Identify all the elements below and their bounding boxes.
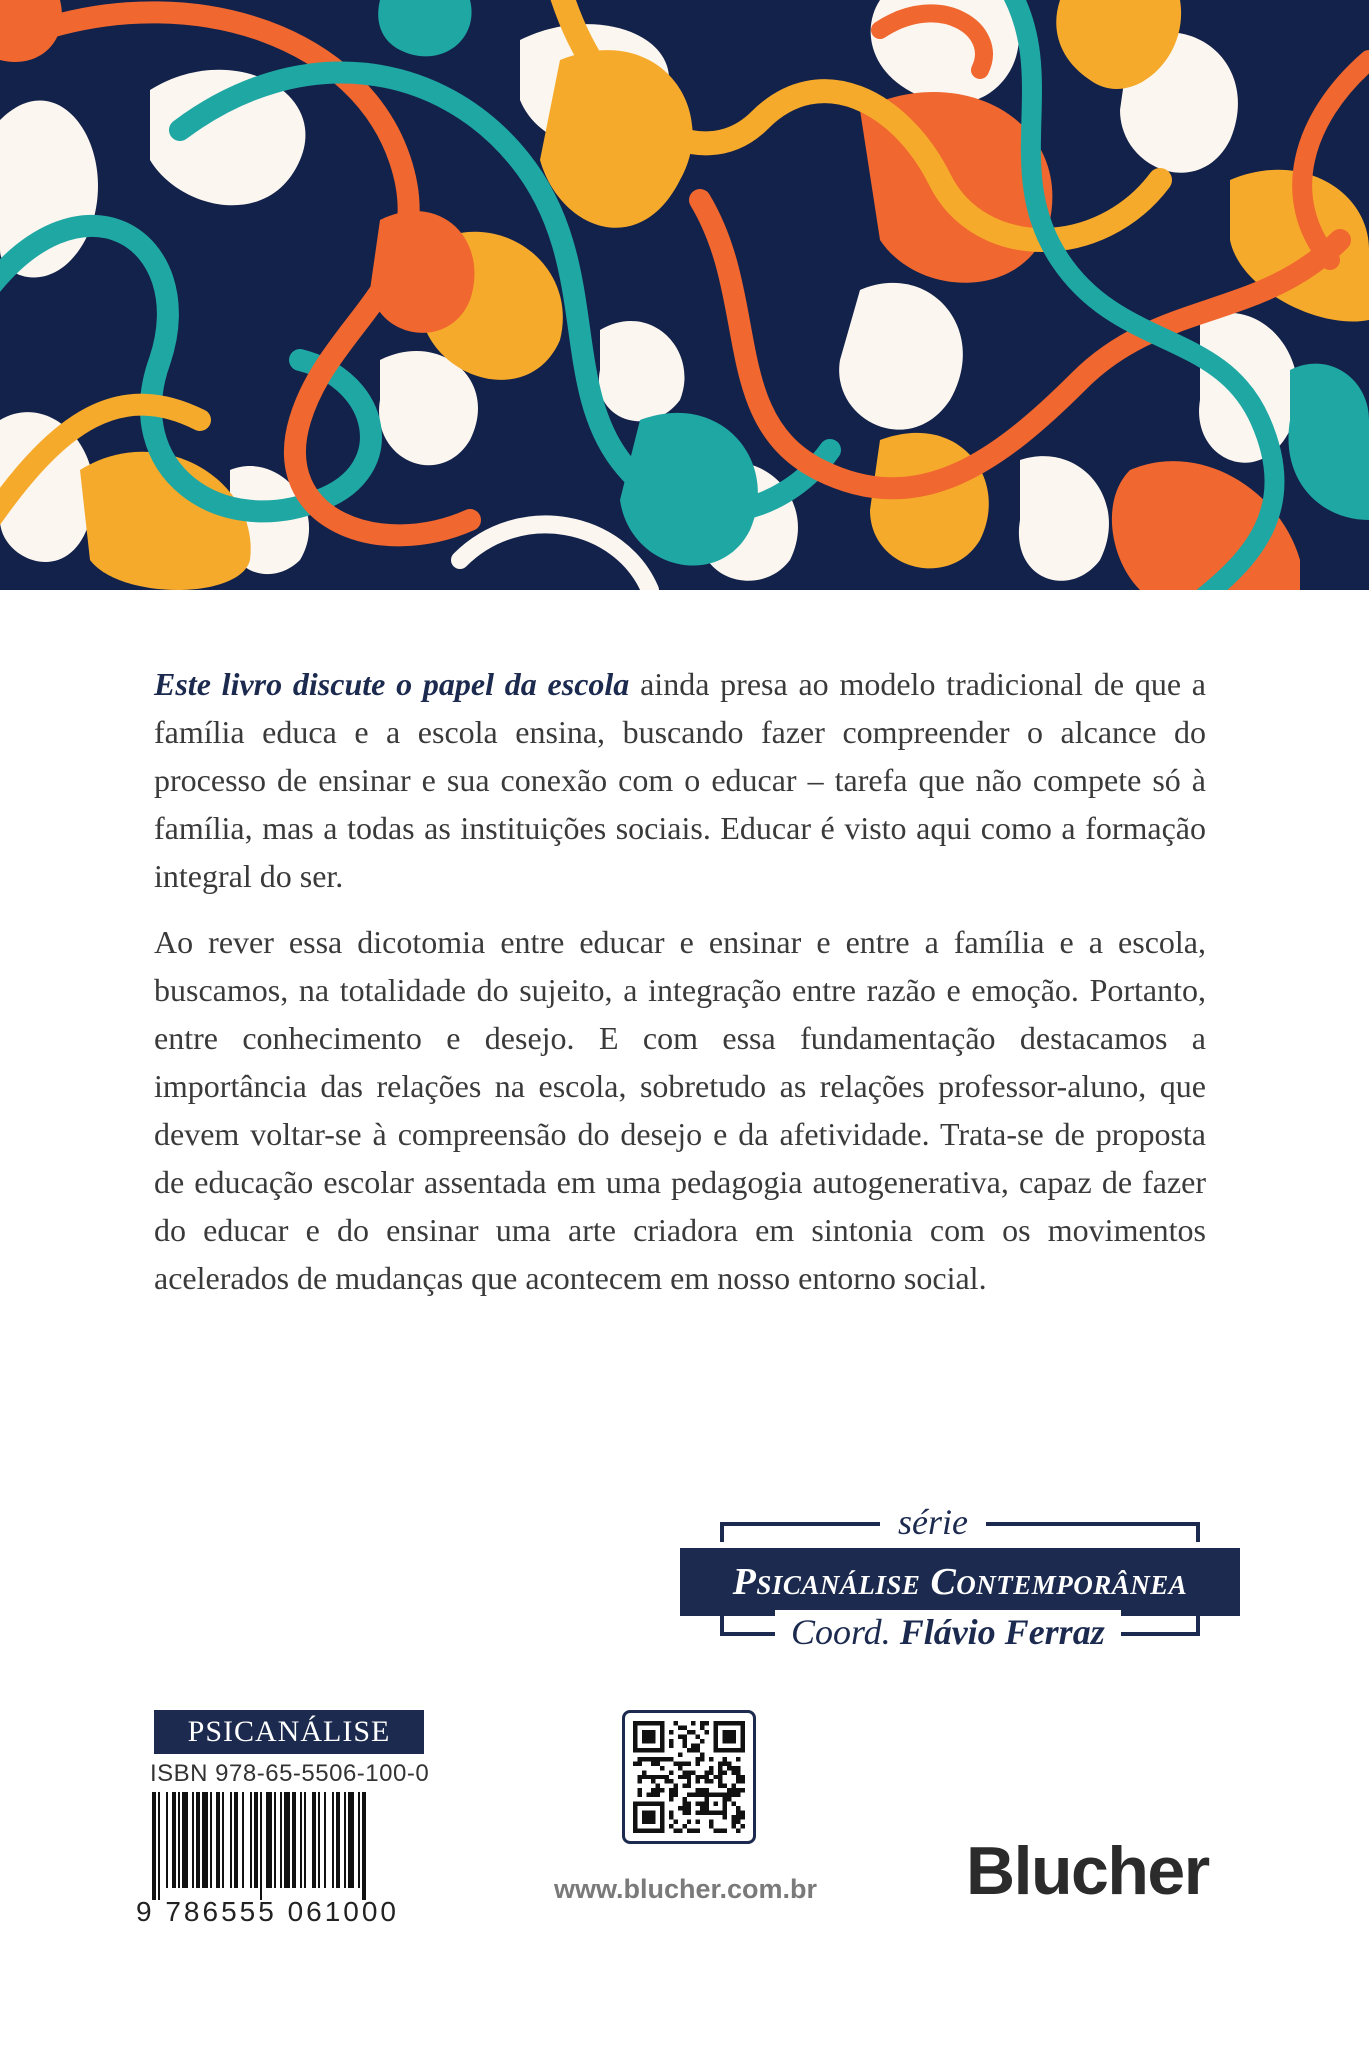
- series-label: série: [880, 1500, 986, 1544]
- qr-code-icon: [633, 1721, 745, 1833]
- series-frame-tick: [1196, 1616, 1200, 1636]
- blurb-paragraph-1: [154, 660, 1206, 900]
- isbn-number: ISBN 978-65-5506-100-0: [150, 1760, 430, 1787]
- barcode-icon: [150, 1792, 430, 1900]
- series-frame-tick: [720, 1616, 724, 1636]
- blurb-paragraph-1-text: ainda presa ao modelo tradicional de que a família educa e a escola ensina, buscando fazer compreender o alcance do processo de ensinar e sua conexão com o educar – tarefa que não compete só à família, mas a todas as instituições sociais. Educar é visto aqui como a formação integral do ser.: [154, 666, 1207, 894]
- blurb-lead-phrase: Este livro discute o papel da escola: [154, 666, 630, 702]
- coord-name: Flávio Ferraz: [899, 1612, 1105, 1652]
- category-label: PSICANÁLISE: [154, 1710, 424, 1754]
- blurb-paragraph-2: Ao rever essa dicotomia entre educar e ensinar e entre a família e a escola, buscamos, na totalidade do sujeito, a integração entre razão e emoção. Portanto, entre conhecimento e desejo. E com essa fundamentação destacamos a importância das relações na escola, sobretudo as relações professor-aluno, que devem voltar-se à compreensão do desejo e da afetividade. Trata-se de proposta de educação escolar assentada em uma pedagogia autogenerativa, capaz de fazer do educar e do ensinar uma arte criadora em sintonia com os movimentos acelerados de mudanças que acontecem em nosso entorno social.: [154, 924, 1206, 1296]
- ean-digits: 9 786555 061000: [136, 1896, 399, 1927]
- series-frame-tick: [720, 1522, 724, 1542]
- series-name: Psicanálise Contemporânea: [732, 1561, 1188, 1603]
- series-coordinator: [775, 1610, 1121, 1654]
- qr-code-frame: [622, 1710, 756, 1844]
- publisher-logo: Blucher: [966, 1833, 1209, 1909]
- cover-pattern-artwork: [0, 0, 1369, 590]
- series-badge: [680, 1500, 1240, 1650]
- coord-prefix: Coord.: [791, 1612, 891, 1652]
- back-cover-blurb: [154, 660, 1206, 1320]
- publisher-url: www.blucher.com.br: [554, 1874, 818, 1904]
- series-frame-tick: [1196, 1522, 1200, 1542]
- series-name-band: [680, 1548, 1240, 1616]
